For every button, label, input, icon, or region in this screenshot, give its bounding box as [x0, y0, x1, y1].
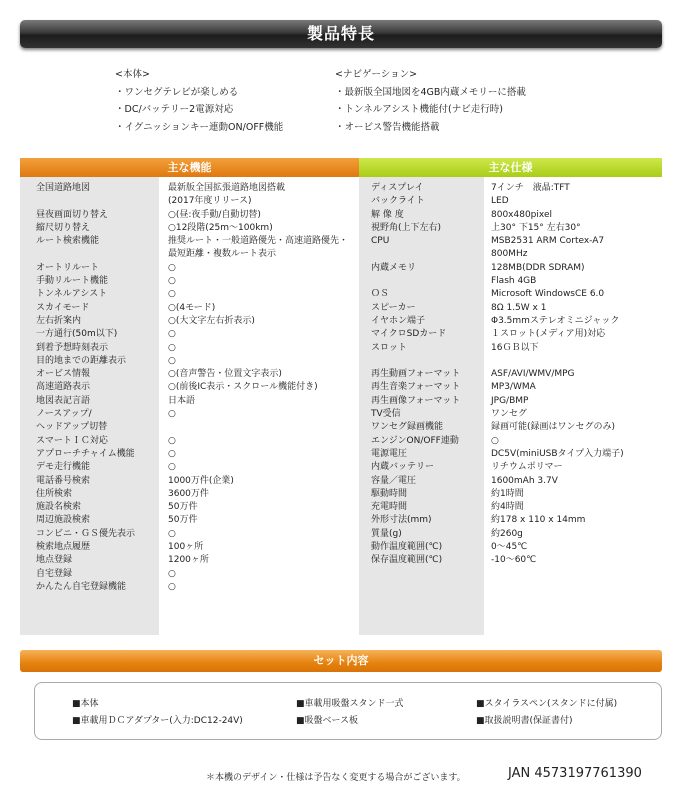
function-label: アプローチチャイム機能: [36, 448, 135, 459]
function-value: ○: [168, 409, 176, 420]
feature-item: ・トンネルアシスト機能付(ナビ走行時): [335, 104, 503, 115]
spec-value: 1600mAh 3.7V: [491, 475, 558, 486]
function-value: ○: [168, 276, 176, 287]
spec-value: 約4時間: [491, 502, 524, 513]
function-label: 検索地点履歴: [36, 542, 91, 553]
set-item: ■スタイラスペン(スタンドに付属): [476, 699, 618, 709]
spec-value: 約178 x 110 x 14mm: [491, 515, 586, 526]
spec-label: 電源電圧: [371, 448, 408, 459]
spec-label: 再生画像フォーマット: [371, 395, 461, 406]
functions-heading: 主な機能: [20, 158, 359, 177]
function-label: 一方通行(50m以下): [36, 329, 118, 340]
spec-value: -10〜60℃: [491, 555, 537, 566]
spec-value: 約260g: [491, 528, 523, 539]
spec-label: スロット: [371, 342, 407, 353]
function-value: ○12段階(25m〜100km): [168, 222, 273, 233]
feature-item: ・最新版全国地図を4GB内蔵メモリーに搭載: [335, 86, 526, 98]
spec-value: 8Ω 1.5W x 1: [491, 302, 547, 313]
function-label: スカイモード: [36, 302, 90, 313]
spec-value: LED: [491, 196, 509, 207]
function-label: 施設名検索: [36, 502, 82, 513]
functions-labels: [36, 182, 135, 594]
function-label: 周辺施設検索: [36, 515, 91, 526]
function-label: 到着予想時刻表示: [36, 342, 109, 353]
spec-value: リチウムポリマー: [491, 462, 563, 473]
function-value: ○: [168, 528, 176, 539]
function-value: 最新版全国拡張道路地図搭載: [168, 183, 286, 193]
spec-value: 16ＧＢ以下: [491, 342, 539, 353]
function-value: ○: [168, 462, 176, 473]
spec-value: Microsoft WindowsCE 6.0: [491, 289, 605, 300]
spec-value: MSB2531 ARM Cortex-A7: [491, 236, 605, 247]
spec-value: 上30° 下15° 左右30°: [491, 222, 581, 233]
spec-label: 解 像 度: [371, 209, 404, 220]
spec-label: 動作温度範囲(℃): [371, 542, 443, 553]
set-item: ■取扱説明書(保証書付): [476, 716, 573, 726]
spec-label: TV受信: [371, 409, 401, 420]
spec-value: DC5V(miniUSBタイプ入力端子): [491, 448, 624, 459]
specs-labels: [371, 182, 460, 568]
function-value: ○(4モード): [168, 302, 216, 313]
spec-value: 7インチ 液晶:TFT: [491, 183, 570, 193]
function-label: [36, 195, 135, 208]
function-label: 高速道路表示: [36, 382, 91, 393]
spec-label: ＯＳ: [371, 289, 390, 300]
spec-label: 再生音楽フォーマット: [371, 382, 461, 393]
function-label: [36, 248, 135, 261]
function-value: 1200ヶ所: [168, 555, 209, 566]
spec-value: ワンセグ: [491, 409, 528, 420]
set-item: ■車載用ＤＣアダプター(入力:DC12-24V): [72, 716, 243, 726]
spec-label: 視野角(上下左右): [371, 222, 442, 233]
spec-value: １スロット(メディア用)対応: [491, 329, 606, 340]
spec-label: イヤホン端子: [371, 315, 426, 326]
feature-heading: <本体>: [115, 69, 150, 80]
body-features: [115, 66, 283, 136]
spec-value: ASF/AVI/WMV/MPG: [491, 369, 575, 380]
spec-value: JPG/BMP: [491, 395, 529, 406]
set-item: ■吸盤ベース板: [296, 716, 359, 726]
feature-item: ・DC/バッテリー2電源対応: [115, 104, 234, 115]
function-label: ルート検索機能: [36, 236, 100, 247]
function-value: ○(大文字左右折表示): [168, 315, 255, 326]
function-value: ○: [168, 289, 176, 300]
function-value: 1000万件(企業): [168, 475, 234, 486]
spec-label: マイクロSDカード: [371, 329, 447, 340]
spec-label: [371, 248, 460, 261]
function-value: ○: [168, 262, 176, 273]
function-label: 目的地までの距離表示: [36, 355, 127, 366]
function-value: 最短距離・複数ルート表示: [168, 249, 277, 260]
spec-value: [491, 355, 624, 368]
feature-item: ・オービス警告機能搭載: [335, 121, 440, 133]
function-label: 全国道路地図: [36, 183, 91, 193]
spec-value: ○: [491, 435, 499, 446]
function-value: ○: [168, 355, 176, 366]
set-item: ■本体: [72, 699, 99, 709]
spec-label: ワンセグ録画機能: [371, 422, 444, 433]
function-value: 3600万件: [168, 488, 209, 499]
functions-values: [168, 182, 348, 594]
function-label: ノースアップ/: [36, 409, 92, 420]
function-value: ○(前後IC表示・スクロール機能付き): [168, 382, 318, 393]
jan-code: JAN 4573197761390: [508, 766, 642, 781]
spec-label: 外形寸法(mm): [371, 515, 432, 526]
function-label: トンネルアシスト: [36, 289, 108, 300]
set-contents-box: [34, 682, 662, 740]
spec-label: 再生動画フォーマット: [371, 369, 461, 380]
function-value: 50万件: [168, 515, 198, 526]
function-value: ○: [168, 448, 176, 459]
function-label: 地点登録: [36, 555, 73, 566]
spec-label: 駆動時間: [371, 488, 408, 499]
disclaimer-note: ＊本機のデザイン・仕様は予告なく変更する場合がございます。: [206, 773, 466, 783]
feature-heading: <ナビゲーション>: [335, 69, 418, 80]
spec-label: バックライト: [371, 196, 425, 207]
spec-label: 保存温度範囲(℃): [371, 555, 443, 566]
navigation-features: [335, 66, 526, 136]
function-label: コンビニ・ＧＳ優先表示: [36, 528, 136, 539]
spec-label: スピーカー: [371, 302, 416, 313]
spec-value: MP3/WMA: [491, 382, 536, 393]
set-item: ■車載用吸盤スタンド一式: [296, 699, 404, 709]
specs-heading: 主な仕様: [359, 158, 662, 177]
function-label: デモ走行機能: [36, 462, 91, 473]
function-value: ○(昼:夜手動/自動切替): [168, 209, 261, 220]
function-value: [168, 421, 348, 434]
function-label: ヘッドアップ切替: [36, 422, 108, 433]
spec-label: 質量(g): [371, 528, 402, 539]
spec-value: 800x480pixel: [491, 209, 552, 220]
function-label: 自宅登録: [36, 568, 73, 579]
function-label: スマートＩＣ対応: [36, 435, 108, 446]
spec-label: [371, 355, 460, 368]
spec-value: 約1時間: [491, 488, 524, 499]
function-label: オートリルート: [36, 262, 100, 273]
spec-label: [371, 275, 460, 288]
page-title: 製品特長: [20, 20, 662, 48]
function-value: 日本語: [168, 395, 196, 406]
spec-value: 800MHz: [491, 249, 528, 260]
spec-label: 内蔵バッテリー: [371, 462, 435, 473]
spec-label: CPU: [371, 236, 390, 247]
feature-item: ・ワンセグテレビが楽しめる: [115, 86, 239, 98]
spec-label: 充電時間: [371, 502, 408, 513]
function-value: ○: [168, 342, 176, 353]
function-label: 昼夜画面切り替え: [36, 209, 109, 220]
function-value: 100ヶ所: [168, 542, 204, 553]
function-value: ○: [168, 568, 176, 579]
function-value: (2017年度リリース): [168, 196, 252, 207]
function-value: ○: [168, 329, 176, 340]
set-contents-heading: セット内容: [20, 650, 662, 672]
spec-value: 128MB(DDR SDRAM): [491, 262, 585, 273]
spec-label: ディスプレイ: [371, 183, 424, 193]
function-value: ○: [168, 435, 176, 446]
specs-values: [491, 182, 624, 568]
function-label: 左右折案内: [36, 315, 82, 326]
spec-value: Φ3.5mmステレオミニジャック: [491, 315, 620, 326]
function-value: 推奨ルート・一般道路優先・高速道路優先・: [168, 236, 349, 247]
spec-label: エンジンON/OFF連動: [371, 435, 459, 446]
function-value: ○: [168, 581, 176, 592]
spec-value: 録画可能(録画はワンセグのみ): [491, 422, 616, 433]
function-label: かんたん自宅登録機能: [36, 581, 127, 592]
function-label: 地図表記言語: [36, 395, 91, 406]
spec-value: 0〜45℃: [491, 542, 528, 553]
function-label: オービス情報: [36, 369, 91, 380]
function-label: 住所検索: [36, 488, 73, 499]
feature-item: ・イグニッションキー連動ON/OFF機能: [115, 121, 284, 133]
spec-value: Flash 4GB: [491, 276, 537, 287]
function-value: 50万件: [168, 502, 198, 513]
function-label: 手動リルート機能: [36, 276, 109, 287]
spec-label: 容量／電圧: [371, 475, 417, 486]
function-label: 電話番号検索: [36, 475, 91, 486]
function-value: ○(音声警告・位置文字表示): [168, 369, 282, 380]
spec-label: 内蔵メモリ: [371, 262, 417, 273]
function-label: 縮尺切り替え: [36, 222, 91, 233]
